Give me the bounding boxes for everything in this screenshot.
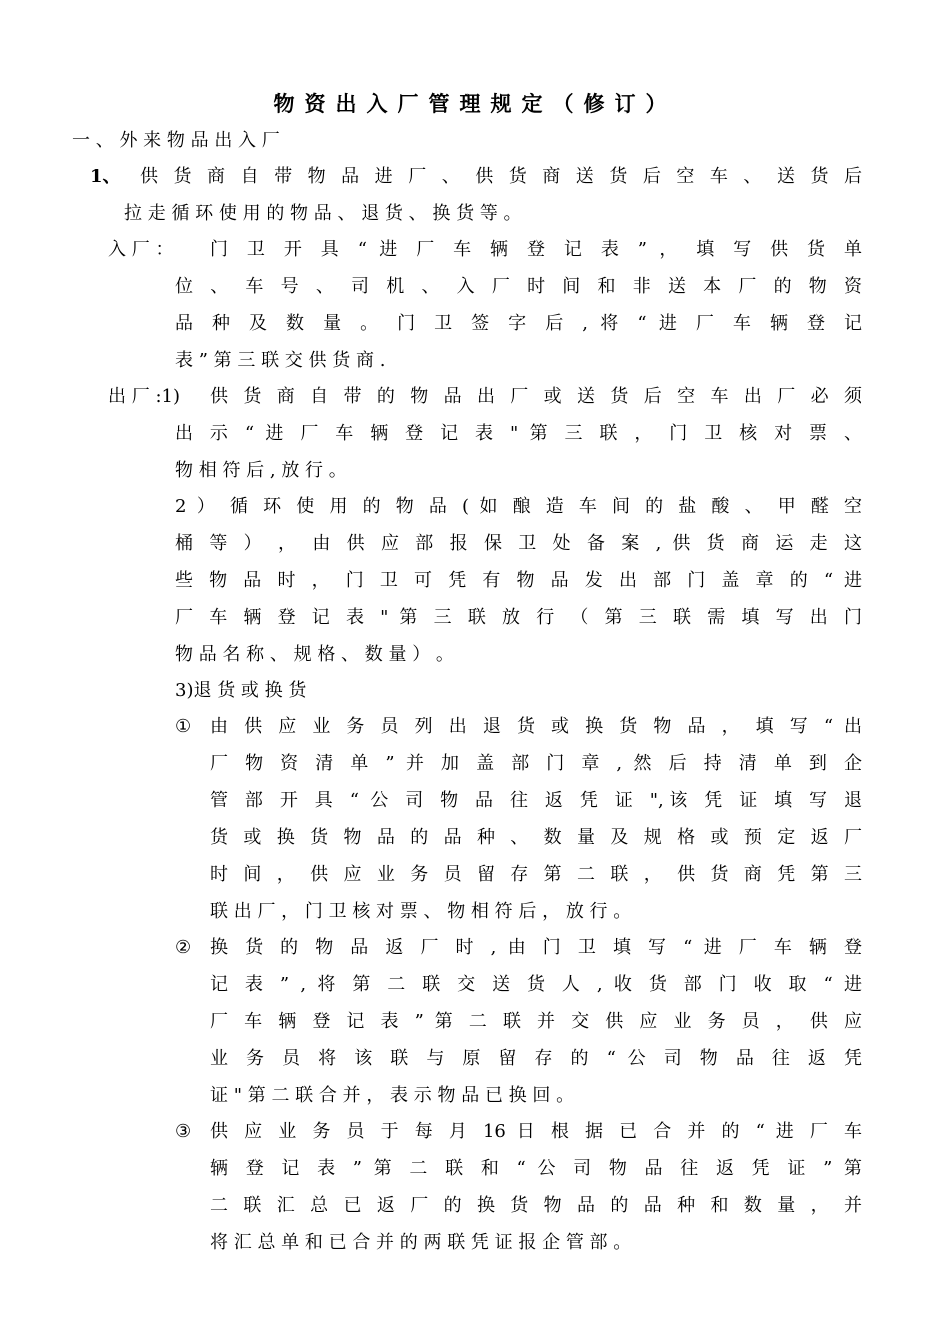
document-title: 物资出入厂管理规定（修订） [273, 91, 677, 116]
text-line: 货 或 换 货 物 品 的 品 种 、 数 量 及 规 格 或 预 定 返 厂 [210, 827, 862, 848]
text-line: 位 、 车 号 、 司 机 、 入 厂 时 间 和 非 送 本 厂 的 物 资 [175, 276, 862, 297]
text-line: 供 货 商 自 带 物 品 进 厂 、 供 货 商 送 货 后 空 车 、 送 货 后 [140, 166, 862, 187]
text-line: 供 货 商 自 带 的 物 品 出 厂 或 送 货 后 空 车 出 厂 必 须 [210, 386, 862, 407]
text-line: 拉 走 循 环 使 用 的 物 品 、 退 货 、 换 货 等 。 [124, 203, 522, 224]
text-line: 业 务 员 将 该 联 与 原 留 存 的 “ 公 司 物 品 往 返 凭 [210, 1048, 862, 1069]
text-line: 记 表 ” , 将 第 二 联 交 送 货 人 , 收 货 部 门 收 取 “ 进 [210, 974, 862, 995]
entry-label: 入 厂 ： [108, 239, 174, 260]
text-line: 门 卫 开 具 “ 进 厂 车 辆 登 记 表 ” ， 填 写 供 货 单 [210, 239, 862, 260]
text-line: 品 种 及 数 量 。 门 卫 签 字 后 , 将 “ 进 厂 车 辆 登 记 [175, 313, 862, 334]
text-line: 厂 车 辆 登 记 表 ” 第 二 联 并 交 供 应 业 务 员 ， 供 应 [210, 1011, 862, 1032]
subsection-heading: 3)退 货 或 换 货 [175, 680, 307, 701]
circled-number-1: ① [175, 716, 192, 737]
text-line: 证 " 第 二 联 合 并 ， 表 示 物 品 已 换 回 。 [210, 1085, 575, 1106]
section-heading: 一 、 外 来 物 品 出 入 厂 [72, 130, 280, 151]
text-line: 管 部 开 具 “ 公 司 物 品 往 返 凭 证 ",该 凭 证 填 写 退 [210, 790, 862, 811]
text-line: 些 物 品 时 ， 门 卫 可 凭 有 物 品 发 出 部 门 盖 章 的 “ 进 [175, 570, 862, 591]
text-line: 将 汇 总 单 和 已 合 并 的 两 联 凭 证 报 企 管 部 。 [210, 1232, 632, 1253]
exit-label: 出 厂 :1) [108, 386, 180, 407]
text-line: 辆 登 记 表 ” 第 二 联 和 “ 公 司 物 品 往 返 凭 证 ” 第 [210, 1158, 862, 1179]
text-line: 桶 等 ） ， 由 供 应 部 报 保 卫 处 备 案 , 供 货 商 运 走 这 [175, 533, 862, 554]
text-line: 2 ） 循 环 使 用 的 物 品 ( 如 酿 造 车 间 的 盐 酸 、 甲 醛 空 [175, 496, 862, 517]
item-number: 1、 [90, 166, 121, 187]
text-line: 出 示 “ 进 厂 车 辆 登 记 表 " 第 三 联 ， 门 卫 核 对 票 、 [175, 423, 862, 444]
text-line: 二 联 汇 总 已 返 厂 的 换 货 物 品 的 品 种 和 数 量 ， 并 [210, 1195, 862, 1216]
text-line: 由 供 应 业 务 员 列 出 退 货 或 换 货 物 品 ， 填 写 “ 出 [210, 716, 862, 737]
text-line: 表 ” 第 三 联 交 供 货 商 . [175, 350, 386, 371]
circled-number-3: ③ [175, 1121, 192, 1142]
text-line: 换 货 的 物 品 返 厂 时 , 由 门 卫 填 写 “ 进 厂 车 辆 登 [210, 937, 862, 958]
text-line: 物 品 名 称 、 规 格 、 数 量 ） 。 [175, 644, 454, 665]
text-line: 厂 车 辆 登 记 表 " 第 三 联 放 行 （ 第 三 联 需 填 写 出 门 [175, 607, 862, 628]
text-line: 联 出 厂 ， 门 卫 核 对 票 、 物 相 符 后 ， 放 行 。 [210, 901, 632, 922]
text-line: 供 应 业 务 员 于 每 月 16 日 根 据 已 合 并 的 “ 进 厂 车 [210, 1121, 862, 1142]
text-line: 厂 物 资 清 单 ” 并 加 盖 部 门 章 , 然 后 持 清 单 到 企 [210, 753, 862, 774]
circled-number-2: ② [175, 937, 192, 958]
text-line: 时 间 ， 供 应 业 务 员 留 存 第 二 联 ， 供 货 商 凭 第 三 [210, 864, 862, 885]
text-line: 物 相 符 后 , 放 行 。 [175, 460, 347, 481]
